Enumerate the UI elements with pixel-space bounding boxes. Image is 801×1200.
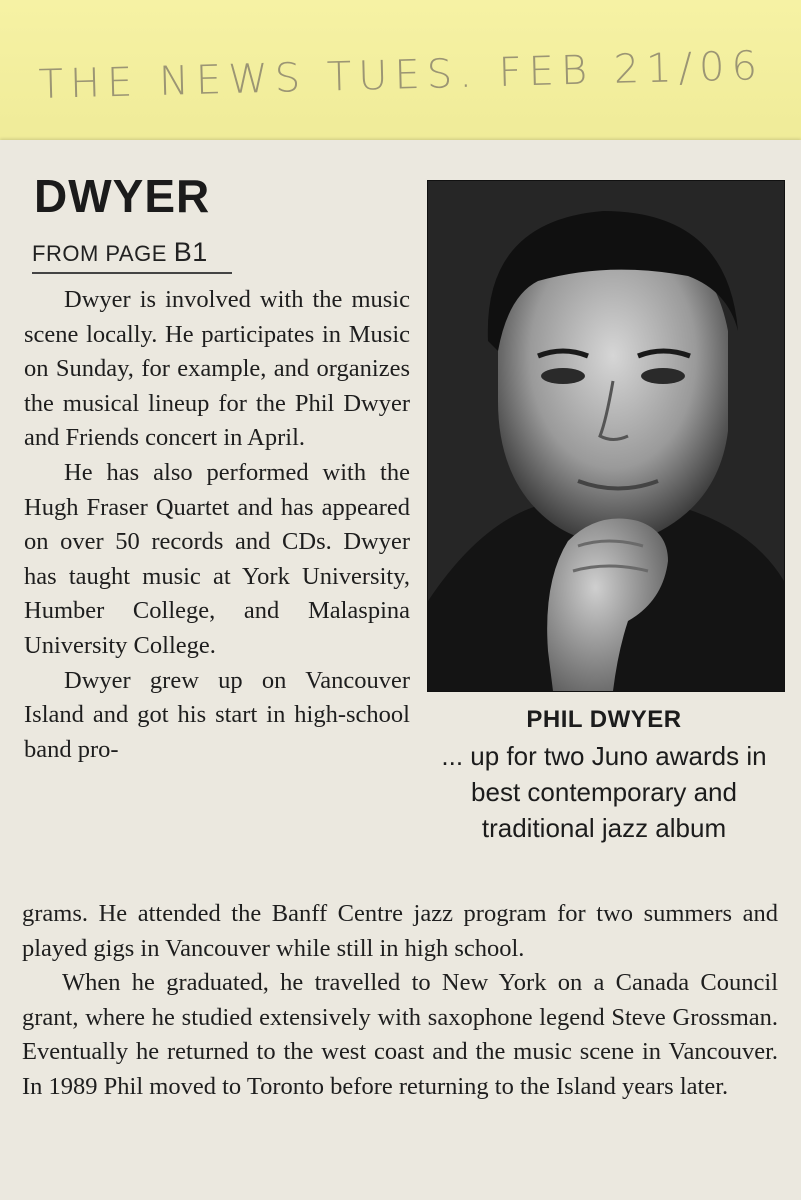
portrait-photo <box>427 180 785 692</box>
article-paragraph: grams. He attended the Banff Centre jazz program for two summers and played gigs in Vancouver while still in high school. <box>22 900 778 962</box>
sticky-note <box>0 0 801 150</box>
article-paragraph: Dwyer is involved with the music scene locally. He participates in Music on Sunday, for example, and organizes the musical lineup for the Phil Dwyer and Friends concert in April. <box>24 286 410 452</box>
jump-label: FROM PAGE <box>32 241 167 266</box>
jump-line <box>32 237 232 274</box>
portrait-illustration <box>428 181 784 691</box>
newspaper-clipping <box>0 140 801 1200</box>
article-paragraph: Dwyer grew up on Vancouver Island and got his start in high-school band pro- <box>24 666 410 763</box>
jump-page: B1 <box>173 237 208 267</box>
article-headline: DWYER <box>34 170 211 222</box>
photo-caption <box>420 706 788 846</box>
article-fullwidth-text <box>22 897 778 1105</box>
article-paragraph: He has also performed with the Hugh Fraser Quartet and has appeared on over 50 records and CDs. Dwyer has taught music at York University, Humber College, and Malaspina University College. <box>24 458 410 659</box>
article-paragraph: When he graduated, he travelled to New York on a Canada Council grant, where he studied extensively with saxophone legend Steve Grossman. Eventually he returned to the west coast and the music scene in Vancouver. In 1989 Phil moved to Toronto before returning to the Island years later. <box>22 969 778 1100</box>
article-column <box>24 283 410 767</box>
caption-name: PHIL DWYER <box>526 706 682 733</box>
caption-text: ... up for two Juno awards in best contemporary and traditional jazz album <box>441 741 767 843</box>
handwritten-date-note: THE NEWS TUES. FEB 21/06 <box>38 43 765 108</box>
